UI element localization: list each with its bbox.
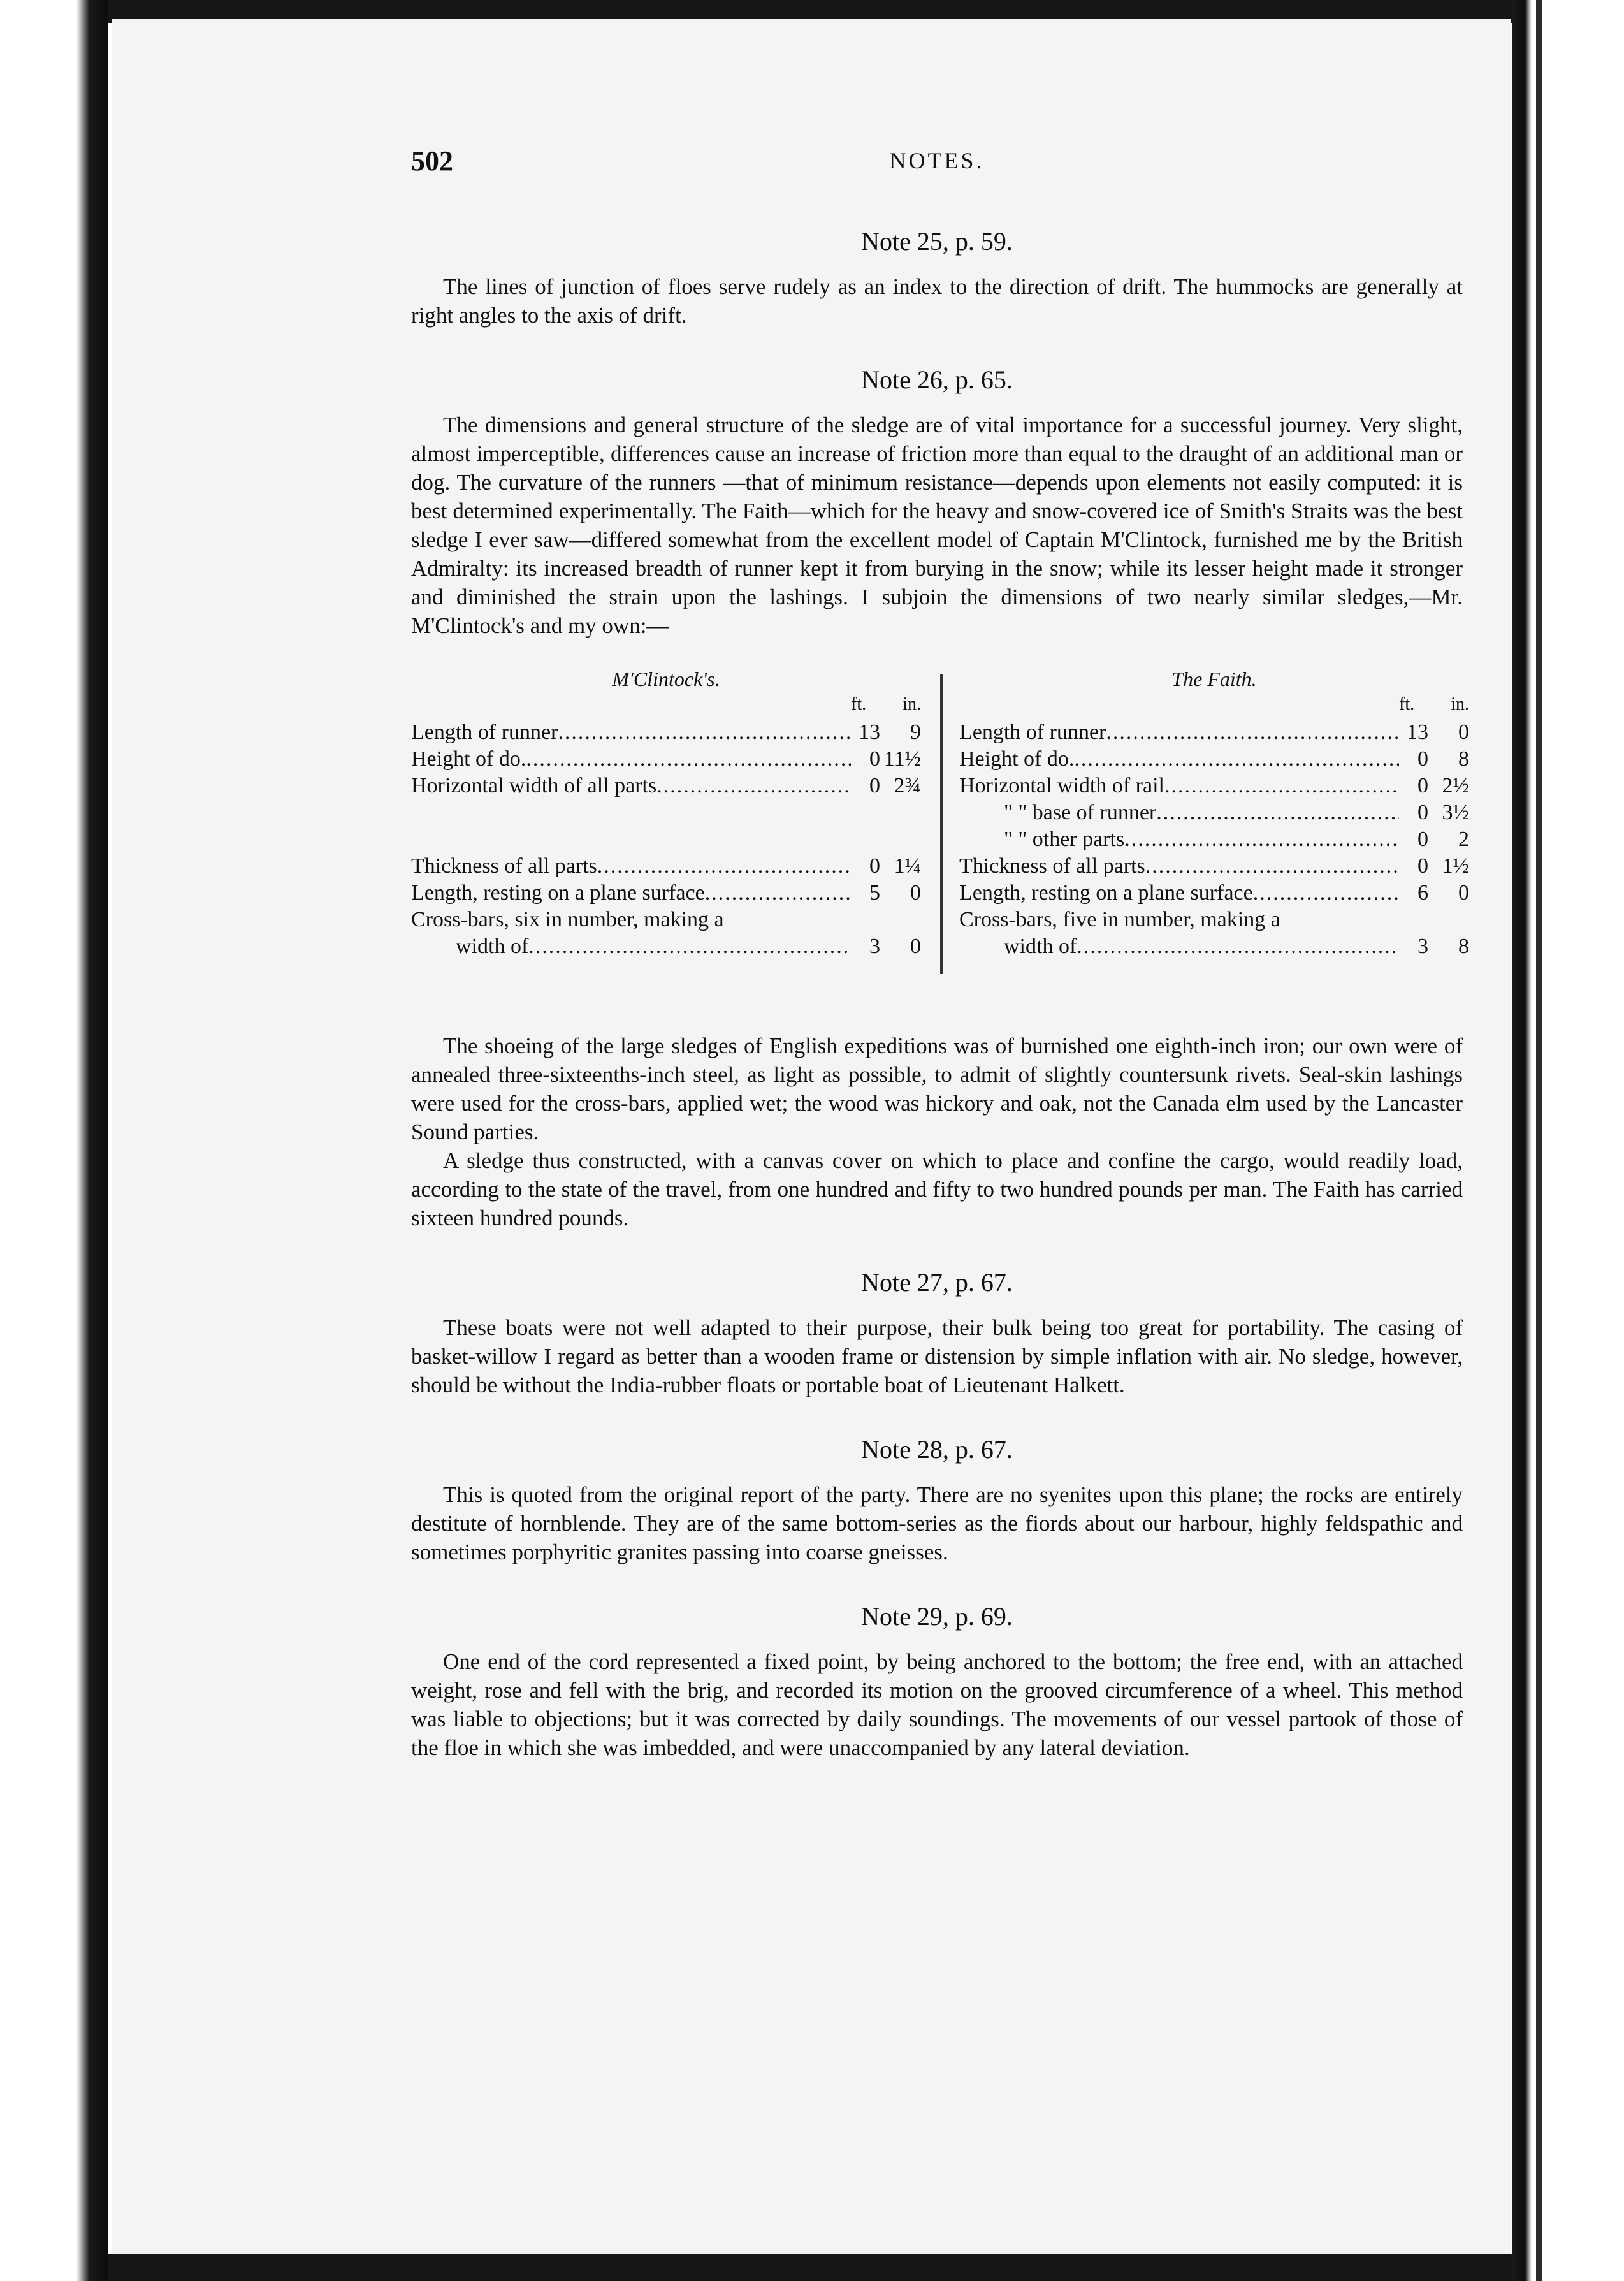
row-inches: 1¼ bbox=[894, 854, 921, 878]
row-label: Length of runner bbox=[959, 720, 1106, 744]
next-page-edge bbox=[1536, 0, 1542, 2281]
unit-feet: ft. bbox=[1399, 694, 1415, 714]
table-row bbox=[411, 853, 921, 880]
row-label: Length, resting on a plane surface bbox=[959, 881, 1253, 905]
unit-inches: in. bbox=[1451, 694, 1469, 714]
running-title: NOTES. bbox=[889, 148, 985, 173]
row-inches: 1½ bbox=[1442, 854, 1469, 878]
table-row bbox=[411, 880, 921, 907]
table-row bbox=[959, 773, 1469, 799]
row-label: Length, resting on a plane surface bbox=[411, 881, 705, 905]
row-feet: 0 bbox=[1417, 827, 1428, 851]
table-row bbox=[411, 746, 921, 773]
table-row bbox=[959, 746, 1469, 773]
row-label: width of bbox=[456, 935, 529, 958]
row-feet bbox=[851, 907, 880, 933]
row-label: Cross-bars, five in number, making a bbox=[959, 908, 1280, 931]
note-26-heading: Note 26, p. 65. bbox=[861, 365, 1013, 394]
row-feet: 0 bbox=[869, 774, 880, 798]
table-divider bbox=[940, 674, 943, 974]
row-feet: 6 bbox=[1417, 881, 1428, 905]
note-27-paragraph: These boats were not well adapted to their purpose, their bulk being too great for portability. The casing of basket-willow I regard as better than a wooden frame or distension by simple inflation with air. No sledge, however, should be without the India-rubber floats or portable boat of Lieutenant Halkett. bbox=[411, 1315, 1463, 1397]
table-row bbox=[959, 933, 1469, 960]
note-27-heading: Note 27, p. 67. bbox=[861, 1268, 1013, 1297]
page-number: 502 bbox=[411, 145, 453, 177]
table-row bbox=[959, 907, 1469, 933]
table-row bbox=[959, 719, 1469, 746]
row-feet: 13 bbox=[1407, 720, 1428, 744]
row-inches: 0 bbox=[1458, 720, 1469, 744]
row-label: Horizontal width of rail bbox=[959, 774, 1164, 798]
note-25-heading: Note 25, p. 59. bbox=[861, 227, 1013, 256]
row-inches: 2¾ bbox=[894, 774, 921, 798]
row-feet: 5 bbox=[869, 881, 880, 905]
row-inches: 9 bbox=[910, 720, 921, 744]
row-feet: 0 bbox=[1417, 747, 1428, 771]
note-26-paragraph-2: The shoeing of the large sledges of English expeditions was of burnished one eighth-inch iron; our own were of annealed three-sixteenths-inch steel, as light as possible, to admit of slightly countersunk rivets. Seal-skin lashings were used for the cross-bars, applied wet; the wood was hickory and oak, not the Canada elm used by the Lancaster Sound parties. bbox=[411, 1033, 1463, 1144]
row-inches: 0 bbox=[1458, 881, 1469, 905]
row-label: Length of runner bbox=[411, 720, 558, 744]
row-feet: 0 bbox=[869, 747, 880, 771]
table-row bbox=[959, 880, 1469, 907]
row-inches: 11½ bbox=[883, 747, 921, 771]
faith-units-header bbox=[1399, 691, 1469, 718]
table-row bbox=[411, 907, 921, 933]
row-feet: 3 bbox=[1417, 935, 1428, 958]
note-28-paragraph: This is quoted from the original report of the party. There are no syenites upon this plane; the rocks are entirely destitute of hornblende. They are of the same bottom-series as the fiords about our harbour, highly feldspathic and sometimes porphyritic granites passing into coarse gneisses. bbox=[411, 1482, 1463, 1564]
row-label: Height of do. bbox=[959, 747, 1075, 771]
note-28-heading: Note 28, p. 67. bbox=[861, 1435, 1013, 1464]
mcclintock-table-title: M'Clintock's. bbox=[612, 667, 720, 690]
row-inches bbox=[880, 907, 921, 933]
faith-table-title: The Faith. bbox=[1171, 667, 1257, 690]
row-inches bbox=[1428, 907, 1469, 933]
page-text-block bbox=[411, 134, 1469, 1762]
book-page bbox=[112, 19, 1511, 2254]
row-label: Height of do. bbox=[411, 747, 526, 771]
scan-border-bottom bbox=[108, 2254, 1514, 2281]
row-feet: 0 bbox=[1417, 801, 1428, 824]
row-label: Cross-bars, six in number, making a bbox=[411, 908, 724, 931]
row-label: Horizontal width of all parts bbox=[411, 774, 657, 798]
table-row bbox=[959, 853, 1469, 880]
note-29-paragraph: One end of the cord represented a fixed point, by being anchored to the bottom; the free end, with an attached weight, rose and fell with the brig, and recorded its motion on the grooved circumference of a wheel. This method was liable to objections; but it was corrected by daily soundings. The movements of our vessel partook of those of the floe in which she was imbedded, and were unaccompanied by any lateral deviation. bbox=[411, 1649, 1463, 1760]
unit-inches: in. bbox=[903, 694, 921, 714]
row-label: " " base of runner bbox=[1004, 801, 1157, 824]
row-inches: 0 bbox=[910, 935, 921, 958]
row-feet: 3 bbox=[869, 935, 880, 958]
note-25-paragraph: The lines of junction of floes serve rudely as an index to the direction of drift. The hummocks are generally at right angles to the axis of drift. bbox=[411, 274, 1463, 328]
row-label: width of bbox=[1004, 935, 1077, 958]
row-inches: 0 bbox=[910, 881, 921, 905]
table-row bbox=[411, 773, 921, 799]
row-label: Thickness of all parts bbox=[959, 854, 1145, 878]
note-29-heading: Note 29, p. 69. bbox=[861, 1602, 1013, 1631]
table-row bbox=[959, 826, 1469, 853]
row-feet: 0 bbox=[869, 854, 880, 878]
note-26-paragraph-3: A sledge thus constructed, with a canvas cover on which to place and confine the cargo, would readily load, according to the state of the travel, from one hundred and fifty to two hundred pounds per man. The Faith has carried sixteen hundred pounds. bbox=[411, 1148, 1463, 1230]
row-inches: 2½ bbox=[1442, 774, 1469, 798]
scan-border-right bbox=[1512, 0, 1624, 2281]
scan-border-left bbox=[0, 0, 108, 2281]
faith-table bbox=[959, 666, 1469, 958]
row-inches: 8 bbox=[1458, 747, 1469, 771]
note-26-paragraph-1: The dimensions and general structure of the sledge are of vital importance for a successful journey. Very slight, almost imperceptible, differences cause an increase of friction more than equal to the draught of an additional man or dog. The curvature of the runners —that of minimum resistance—depends upon elements not easily computed: it is best determined experimentally. The Faith—which for the heavy and snow-covered ice of Smith's Straits was the best sledge I ever saw—differed somewhat from the excellent model of Captain M'Clintock, furnished me by the British Admiralty: its increased breadth of runner kept it from burying in the snow; while its lesser height made it stronger and diminished the strain upon the lashings. I subjoin the dimensions of two nearly similar sledges,—Mr. M'Clintock's and my own:— bbox=[411, 412, 1463, 638]
table-spacer bbox=[411, 799, 921, 853]
row-feet: 13 bbox=[859, 720, 880, 744]
mcclintock-table bbox=[411, 666, 921, 958]
row-inches: 3½ bbox=[1442, 801, 1469, 824]
row-label: " " other parts bbox=[1004, 827, 1125, 851]
sledge-dimensions-tables bbox=[411, 666, 1469, 1010]
row-feet: 0 bbox=[1417, 774, 1428, 798]
row-feet: 0 bbox=[1417, 854, 1428, 878]
row-label: Thickness of all parts bbox=[411, 854, 597, 878]
table-row bbox=[411, 719, 921, 746]
mcclintock-units-header bbox=[851, 691, 921, 718]
row-inches: 2 bbox=[1458, 827, 1469, 851]
table-row bbox=[959, 799, 1469, 826]
table-row bbox=[411, 933, 921, 960]
unit-feet: ft. bbox=[851, 694, 867, 714]
row-inches: 8 bbox=[1458, 935, 1469, 958]
row-feet bbox=[1399, 907, 1428, 933]
running-head bbox=[411, 134, 1463, 191]
